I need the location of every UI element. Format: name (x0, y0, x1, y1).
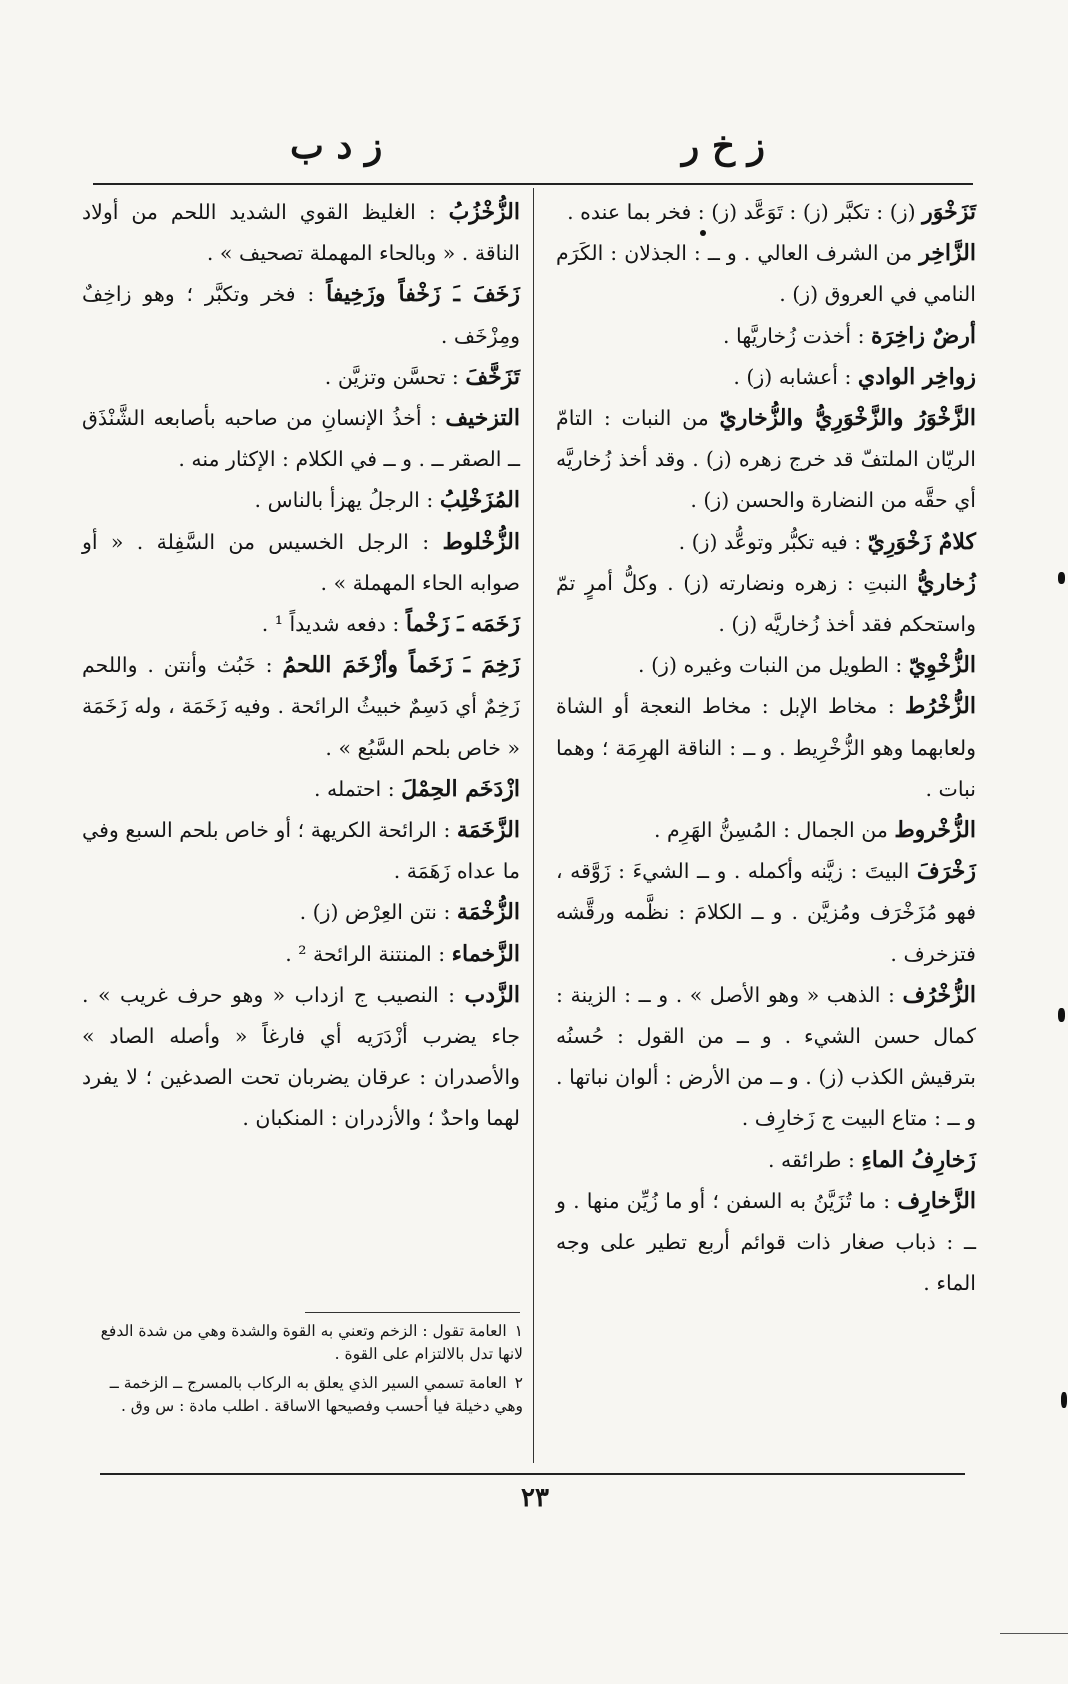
entry (556, 645, 976, 686)
entry (82, 769, 520, 810)
definition: : أخذت زُخاريَّها . (722, 323, 871, 348)
definition: : نتن العِرْض (ز) . (299, 900, 457, 925)
definition: من النبات : التامّ الريّان الملتفّ قد خرج زهره (ز) . وقد أخذ زُخاريَّه أي حقَّه من النضارة والحسن (ز) . (556, 406, 976, 513)
definition: البيتَ : زيَّنه وأكمله . و ــ الشيءَ : زَوَّقه ، فهو مُزَخْرَف ومُزيَّن . و ــ الكلامَ : نظَّمه ورقَّشه فتزخرف . (556, 859, 976, 966)
root-heading-left: ز د ب (290, 125, 383, 167)
entry (82, 192, 520, 274)
entry (556, 233, 976, 315)
footnote-text: العامة تقول : الزخم وتعني به القوة والشدة وهي من شدة الدفع لانها تدل بالالتزام على القوة . (100, 1322, 523, 1363)
header-rule (93, 183, 973, 185)
headword: تَزَخْوَر (922, 199, 976, 225)
entry (82, 398, 520, 480)
entry (556, 398, 976, 522)
definition: : أخذُ الإنسانِ من صاحبه بأصابعه الشَّنْذَق ــ الصقر ــ . و ــ في الكلام : الإكثار منه . (82, 406, 520, 472)
entry (82, 522, 520, 604)
ink-speck (700, 230, 706, 236)
definition: : الرجلُ يهزأ بالناس . (254, 488, 440, 513)
headword: الزُّخْوِيّ (908, 652, 976, 679)
headword: الزُّخْلوط (442, 528, 520, 555)
entry (82, 934, 520, 975)
footnote (95, 1372, 523, 1418)
definition: (ز) : تكبَّر (ز) : تَوَعَّد (ز) : فخر بما عنده . (567, 200, 923, 224)
entry (556, 1140, 976, 1181)
definition: : فيه تكبُّر وتوعُّد (ز) . (678, 529, 868, 554)
headword: زَخْرَفَ (916, 858, 976, 885)
ink-speck (1058, 1008, 1065, 1022)
entry (556, 686, 976, 810)
definition: : مخاط الإبل : مخاط النعجة أو الشاة ولعابهما وهو الزُّخْرِيط . و ــ : الناقة الهرِمَة ؛ وهما نبات . (556, 694, 976, 801)
page-header (100, 125, 960, 175)
definition: : الرجل الخسيس من السَّفِلة . « أو صوابه الحاء المهملة » . (82, 529, 520, 595)
left-column (82, 192, 520, 1140)
ink-speck (1061, 1392, 1067, 1408)
definition: : خَبُث وأنتن . واللحم زَخِمٌ أي دَسِمٌ خبيثُ الرائحة . وفيه زَخَمَة ، وله زَخَمَة « خاص بلحم السَّبُع » . (82, 653, 520, 760)
headword: كلامٌ زَخْوَرِيّ (867, 528, 976, 555)
definition: : النصيب ج ازداب « وهو حرف غريب » . جاء يضرب أزْدَرَيه أي فارغاً « وأصله الصاد » والأصدران : عرقان يضربان تحت الصدغين ؛ لا يفرد لهما واحدٌ ؛ والأزدران : المنكبان . (82, 982, 520, 1131)
entry (82, 274, 520, 356)
footer-rule (100, 1473, 965, 1475)
headword: زواخِر الوادي (857, 363, 976, 390)
headword: زَخَمَه ـَ زَخْماً (405, 611, 520, 638)
headword: أرضٌ زاخِرَة (871, 322, 976, 349)
definition: : الذهب « وهو الأصل » . و ــ : الزينة : كمال حسن الشيء . و ــ من القول : حُسنُه بترقيش الكذب (ز) . و ــ من الأرض : ألوان نباتها . و ــ : متاع البيت ج زَخارِف . (556, 982, 976, 1131)
footnote-rule (305, 1312, 520, 1313)
entry (82, 892, 520, 933)
headword: زَخِمَ ـَ زَخَماً وأزْخَمَ اللحمُ (282, 652, 520, 679)
headword: الزَّخَمَة (456, 817, 520, 844)
right-column (556, 192, 976, 1304)
definition: : الرائحة الكريهة ؛ أو خاص بلحم السبع وفي ما عداه زَهَمَة . (82, 818, 520, 884)
headword: المُزَخْلِبُ (439, 487, 520, 514)
entry (556, 522, 976, 563)
footnote (95, 1320, 523, 1366)
entry (556, 851, 976, 975)
definition: : ما تُزَيَّنُ به السفن ؛ أو ما زُيِّن منها . و ــ : ذباب صغار ذات قوائم أربع تطير على وجه الماء . (556, 1188, 976, 1296)
column-divider (533, 188, 534, 1463)
entry (556, 810, 976, 851)
definition: : المنتنة الرائحة ² . (285, 941, 452, 966)
headword: الزُّخْزُبُ (448, 199, 520, 225)
definition: : الطويل من النبات وغيره (ز) . (638, 653, 909, 678)
headword: الزَّاخِر (919, 240, 976, 267)
headword: الزُّخْروط (894, 817, 976, 844)
footnotes (95, 1318, 523, 1424)
scan-edge-mark (1000, 1633, 1068, 1634)
headword: الزَّخْوَرُ والزَّخْوَرِيُّ والزُّخاريّ (719, 405, 976, 432)
page-number: ٢٣ (521, 1483, 549, 1513)
entry (82, 810, 520, 892)
definition: من الشرف العالي . و ــ : الجذلان : الكَرَم النامي في العروق (ز) . (556, 241, 976, 307)
definition: : أعشابه (ز) . (733, 364, 858, 389)
definition: : طرائقه . (768, 1147, 862, 1172)
definition: النبتِ : زهره ونضارته (ز) . وكلُّ أمرٍ تمّ واستحكم فقد أخذ زُخاريَّه (ز) . (556, 570, 976, 637)
entry (556, 975, 976, 1140)
headword: زَخَفَ ـَ زَخْفاً وزَخِيفاً (326, 281, 521, 308)
entry (556, 192, 976, 233)
definition: : فخر وتكبَّر ؛ وهو زاخِفٌ ومِزْخَف . (82, 282, 520, 348)
headword: الزَّخارِف (897, 1187, 976, 1214)
headword: زَخارِفُ الماءِ (861, 1146, 976, 1173)
headword: تَزَخَّفَ (465, 363, 520, 390)
definition: : دفعه شديداً ¹ . (261, 612, 406, 637)
root-heading-right: ز خ ر (681, 125, 765, 167)
headword: الزُّخْرُط (904, 693, 976, 720)
footnote-number: ١ (514, 1322, 523, 1340)
entry (556, 1181, 976, 1305)
definition: : الغليظ القوي الشديد اللحم من أولاد الناقة . « وبالحاء المهملة تصحيف » . (82, 200, 520, 266)
headword: الزُّخْرُف (902, 981, 976, 1008)
headword: زُخاريُّ (917, 569, 976, 596)
entry (82, 645, 520, 769)
headword: الزَّدب (464, 981, 520, 1008)
entry (82, 604, 520, 645)
entry (82, 480, 520, 521)
footnote-text: العامة تسمي السير الذي يعلق به الركاب بالمسرج ــ الزخمة ــ وهي دخيلة فيا أحسب وفصيحها الاساقة . اطلب مادة : س وق . (109, 1374, 523, 1415)
entry (556, 316, 976, 357)
entry (556, 563, 976, 645)
entry (82, 975, 520, 1140)
headword: التزخيف (445, 405, 520, 432)
headword: الزُّخْمَة (456, 899, 520, 926)
headword: ازْدَخَم الحِمْلَ (401, 775, 520, 802)
footnote-number: ٢ (514, 1374, 523, 1392)
definition: من الجمال : المُسِنُّ الهَرِم . (653, 818, 895, 843)
definition: : احتمله . (314, 776, 402, 801)
entry (82, 357, 520, 398)
definition: : تحسَّن وتزيَّن . (324, 364, 466, 389)
entry (556, 357, 976, 398)
headword: الزَّخماء (451, 940, 520, 967)
ink-speck (1058, 572, 1065, 584)
